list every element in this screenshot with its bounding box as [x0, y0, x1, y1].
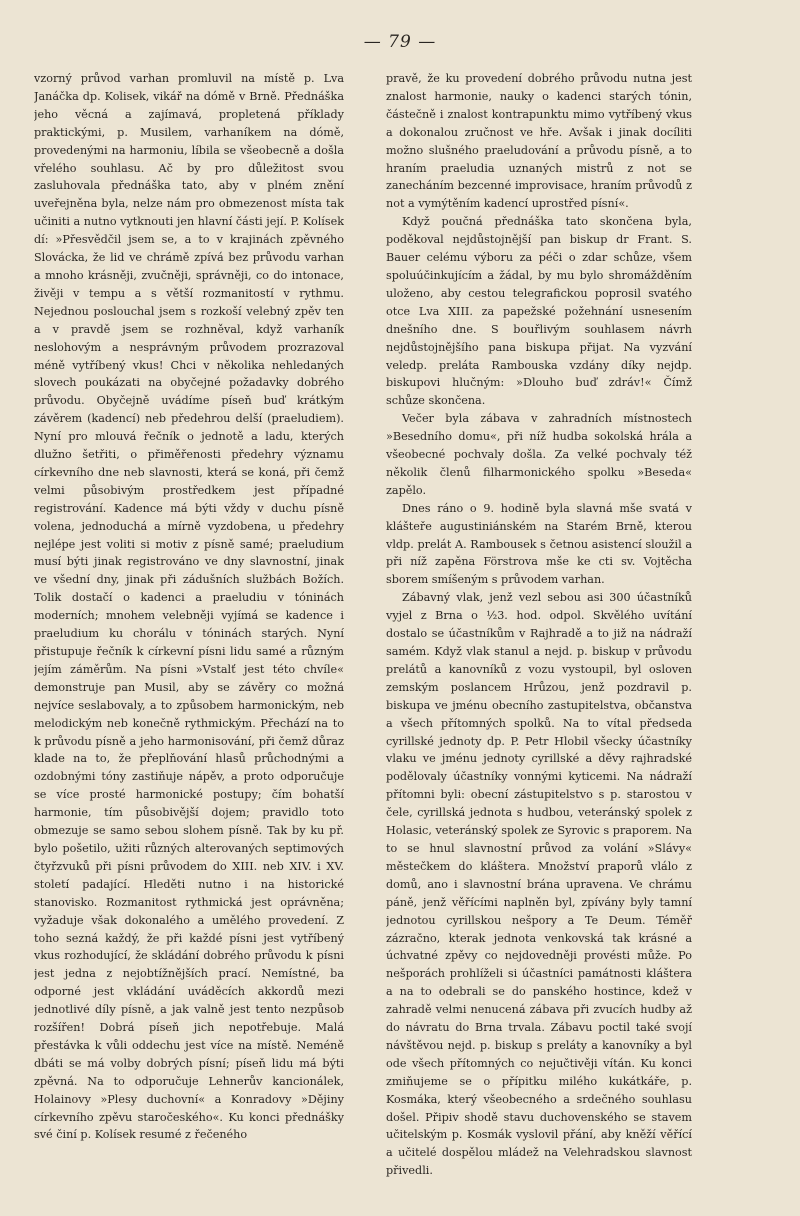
right-column [386, 70, 692, 1180]
paragraph: Zábavný vlak, jenž vezl sebou asi 300 účastníků vyjel z Brna o ½3. hod. odpol. Skvělého uvítání dostalo se účastníkům v Rajhradě a to již na nádraží samém. Když vlak stanul a nejd. p. biskup v průvodu prelátů a kanovníků z vozu vystoupil, byl osloven zemským poslancem Hrůzou, jenž pozdravil p. biskupa ve jménu obecního zastupitelstva, občanstva a všech přítomných spolků. Na to vítal předseda cyrillské jednoty dp. P. Petr Hlobil všecky účastníky vlaku ve jménu jednoty cyrillské a děvy rajhradské podělovaly účastníky vonnými kyticemi. Na nádraží přítomni byli: obecní zástupitelstvo s p. starostou v čele, cyrillská jednota s hudbou, veteránský spolek z Holasic, veteránský spolek ze Syrovic s praporem. Na to se hnul slavnostní průvod za volání »Slávy« městečkem do kláštera. Množství praporů vlálo z domů, ano i slavnostní brána upravena. Ve chrámu páně, jenž věřícími naplněn byl, zpívány byly tamní jednotou cyrillskou nešpory a Te Deum. Téměř zázračno, kterak jednota venkovská tak krásné a úchvatné zpěvy co nejdovedněji provésti může. Po nešporách prohlíželi si účastníci památnosti kláštera a na to odebrali se do panského hostince, kdež v zahradě velmi nenucená zábava při zvucích hudby až do návratu do Brna trvala. Zábavu poctil také svojí návštěvou nejd. p. biskup s preláty a kanovníky a byl ode všech přítomných co nejučtivěji vítán. Ku konci zmiňujeme se o přípitku milého kukátkáře, p. Kosmáka, který všeobecného a srdečného souhlasu došel. Připiv shodě stavu duchovenského se stavem učitelským p. Kosmák vyslovil přání, aby kněží věřící a učitelé dospělou mládež na Velehradskou slavnost přivedli. [386, 591, 692, 1178]
paragraph: Dnes ráno o 9. hodině byla slavná mše svatá v klášteře augustiniánském na Starém Brně, kterou vldp. prelát A. Rambousek s četnou asistencí sloužil a při níž zapěna Förstrova mše ke cti sv. Vojtěcha sborem smíšeným s průvodem varhan. [386, 501, 692, 587]
page-number: — 79 — [363, 32, 437, 52]
paragraph: pravě, že ku provedení dobrého průvodu nutna jest znalost harmonie, nauky o kadenci starých tónin, částečně i znalost kontrapunktu mimo vytříbený vkus a dokonalou zručnost ve hře. Avšak i jinak docíliti možno slušného praeludování a průvodu písně, a to hraním praeludia uznaných mistrů z not se zanecháním bezcenné improvisace, hraním průvodů z not a vymýtěním kadencí uprostřed písní«. [386, 72, 692, 211]
left-column [34, 70, 344, 1180]
paragraph: vzorný průvod varhan promluvil na místě p. Lva Janáčka dp. Kolisek, vikář na dómě v Brně. Přednáška jeho věcná a zajímavá, propletená příklady praktickými, p. Musilem, varhaníkem na dómě, provedenými na harmoniu, líbila se všeobecně a došla vřelého souhlasu. Ač by pro důležitost svou zasluhovala přednáška tato, aby v plném znění uveřejněna byla, nelze nám pro obmezenost místa tak učiniti a nutno vytknouti jen hlavní části její. P. Kolísek dí: »Přesvědčil jsem se, a to v krajinách zpěvného Slovácka, že lid ve chrámě zpívá bez průvodu varhan a mnoho krásněji, zvučněji, správněji, co do intonace, živěji v tempu a s větší rozmanitostí v rythmu. Nejednou poslouchal jsem s rozkoší velebný zpěv ten a v pravdě jsem se rozhněval, když varhaník neslohovým a nesprávným průvodem prozrazoval méně vytříbený vkus! Chci v několika nehledaných slovech poukázati na obyčejné požadavky dobrého průvodu. Obyčejně uvádíme píseň buď krátkým závěrem (kadencí) neb předehrou delší (praeludiem). Nyní pro mlouvá řečník o jednotě a ladu, kterých dlužno šetřiti, o přiměřenosti předehry významu církevního dne neb slavnosti, která se koná, při čemž velmi působivým prostředkem jest případné registrování. Kadence má býti vždy v duchu písně volena, jednoduchá a mírně vyzdobena, u předehry nejlépe jest voliti si motiv z písně samé; praeludium musí býti jinak registrováno ve dny slavnostní, jinak ve všední dny, jinak při zádušních službách Božích. Tolik dostačí o kadenci a praeludiu v tóninách moderních; mnohem velebněji vyjímá se kadence i praeludium ku chorálu v tóninách starých. Nyní přistupuje řečník k církevní písni lidu samé a různým jejím záměrům. Na písni »Vstalť jest této chvíle« demonstruje pan Musil, aby se závěry co možná nejvíce seslabovaly, a to způsobem harmonickým, neb melodickým neb konečně rythmickým. Přechází na to k průvodu písně a jeho harmonisování, při čemž důraz klade na to, že přeplňování hlasů průchodnými a ozdobnými tóny zastiňuje nápěv, a proto odporučuje se více prosté harmonické postupy; čím bohatší harmonie, tím působivější dojem; pravidlo toto obmezuje se samo sebou slohem písně. Tak by ku př. bylo pošetilo, užiti různých alterovaných septimových čtyřzvuků při písni průvodem do XIII. neb XIV. i XV. století padající. Hleděti nutno i na historické stanovisko. Rozmanitost rythmická jest oprávněna; vyžaduje však dokonalého a umělého provedení. Z toho sezná každý, že při každé písni jest vytříbený vkus rozhodující, že skládání dobrého průvodu k písni jest jedna z nejobtížnějších prací. Nemístné, ba odporné jest vkládání uváděcích akkordů mezi jednotlivé díly písně, a jak valně jest tento nezpůsob rozšířen! Dobrá píseň jich nepotřebuje. Malá přestávka k vůli oddechu jest více na místě. Neméně dbáti se má volby dobrých písní; píseň lidu má býti zpěvná. Na to odporučuje Lehnerův kancionálek, Holainovy »Plesy duchovní« a Konradovy »Dějiny církevního zpěvu staročeského«. Ku konci přednášky své činí p. Kolísek resumé z řečeného [34, 72, 344, 1142]
paragraph: Když poučná přednáška tato skončena byla, poděkoval nejdůstojnější pan biskup dr Frant. S. Bauer celému výboru za péči o zdar schůze, všem spoluúčinkujícím a žádal, by mu bylo shromážděním uloženo, aby cestou telegrafickou poprosil svatého otce Lva XIII. za papežské požehnání usnesením dnešního dne. S bouřlivým souhlasem návrh nejdůstojnějšího pana biskupa přijat. Na vyzvání veledp. preláta Rambouska vzdány díky nejdp. biskupovi hlučným: »Dlouho buď zdráv!« Čímž schůze skončena. [386, 215, 692, 408]
paragraph: Večer byla zábava v zahradních místnostech »Besedního domu«, při níž hudba sokolská hrála a všeobecné pochvaly došla. Za velké pochvaly též několik členů filharmonického spolku »Beseda« zapělo. [386, 412, 692, 497]
